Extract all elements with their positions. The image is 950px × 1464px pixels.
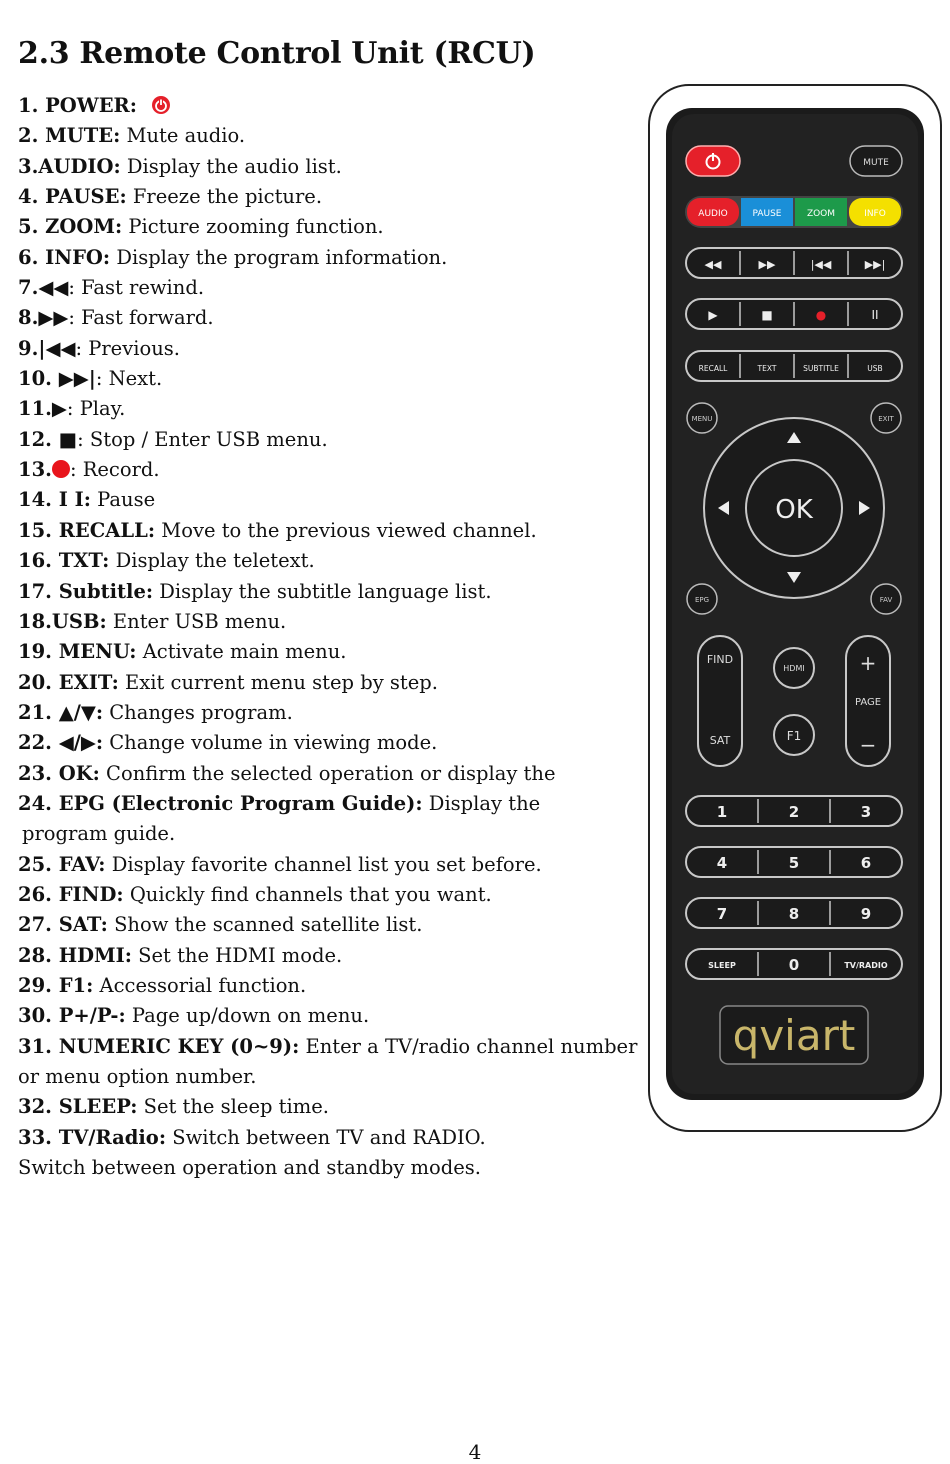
button-key-label: 17. Subtitle: xyxy=(18,579,154,603)
button-key-label: 19. MENU: xyxy=(18,640,137,664)
numpad-key-label: 1 xyxy=(716,803,728,821)
button-description: Pause xyxy=(90,488,156,512)
description-line xyxy=(18,1032,638,1062)
button-description: Changes program. xyxy=(103,700,293,724)
button-description: : Play. xyxy=(66,397,126,421)
button-description: Page up/down on menu. xyxy=(125,1004,370,1028)
sat-label: SAT xyxy=(709,734,731,747)
button-key-label: 9.|◀◀ xyxy=(18,336,76,360)
description-line xyxy=(18,516,628,546)
description-line xyxy=(18,334,628,364)
description-line xyxy=(18,971,628,1001)
hdmi-button xyxy=(774,648,814,688)
button-description: Move to the previous viewed channel. xyxy=(155,518,537,542)
button-key-label: 12. ■ xyxy=(18,427,78,451)
brand-logo xyxy=(720,1006,868,1064)
power-icon xyxy=(151,95,171,115)
description-line xyxy=(18,212,628,242)
button-description: Display the subtitle language list. xyxy=(153,579,492,603)
button-key-label: 15. RECALL: xyxy=(18,518,156,542)
button-description: : Stop / Enter USB menu. xyxy=(77,427,328,451)
button-key-label: 11.▶ xyxy=(18,397,67,421)
button-key-label: 13. xyxy=(18,458,52,482)
description-line xyxy=(18,698,628,728)
description-line xyxy=(18,121,628,151)
button-key-label: 20. EXIT: xyxy=(18,670,119,694)
numpad-key-label: SLEEP xyxy=(708,961,736,970)
button-key-label: 1. POWER: xyxy=(18,94,137,117)
fav-label: FAV xyxy=(879,596,893,604)
color-key-label: AUDIO xyxy=(698,209,728,219)
color-key-pause xyxy=(741,198,793,226)
button-key-label: 4. PAUSE: xyxy=(18,185,127,209)
button-description: Enter a TV/radio channel number xyxy=(299,1034,638,1058)
button-description: Display the program information. xyxy=(110,245,448,269)
description-line xyxy=(18,850,628,880)
description-line xyxy=(18,819,628,849)
button-description: Display favorite channel list you set before. xyxy=(105,852,542,876)
description-line xyxy=(18,546,628,576)
description-line xyxy=(18,425,628,455)
transport_row2-key-label: ■ xyxy=(761,308,773,322)
button-description: Display the teletext. xyxy=(109,549,315,573)
menu-label: MENU xyxy=(691,415,713,423)
button-description: Quickly find channels that you want. xyxy=(123,882,492,906)
numpad-row-2 xyxy=(686,847,902,877)
function_keys-key-label: TEXT xyxy=(757,364,777,373)
page-title: 2.3 Remote Control Unit (RCU) xyxy=(18,36,536,71)
color-key-row xyxy=(685,196,903,228)
numpad-key-label: 6 xyxy=(860,854,872,872)
button-description: Confirm the selected operation or display the xyxy=(99,761,556,785)
transport_row1-key-label: ▶▶ xyxy=(758,258,776,271)
button-description: Accessorial function. xyxy=(93,973,307,997)
color-key-audio xyxy=(687,198,739,226)
numpad-key-label: 2 xyxy=(788,803,800,821)
description-line xyxy=(18,455,628,485)
transport_row2-key-label: ● xyxy=(815,308,827,322)
button-description: Mute audio. xyxy=(120,124,246,148)
description-line xyxy=(18,303,628,333)
description-line xyxy=(18,910,628,940)
menu-button xyxy=(687,403,717,433)
button-key-label: 8.▶▶ xyxy=(18,306,69,330)
power-button xyxy=(686,146,740,176)
fav-button xyxy=(871,584,901,614)
hdmi-label: HDMI xyxy=(783,664,805,673)
record-dot-icon xyxy=(52,460,70,478)
description-line xyxy=(18,1153,628,1183)
remote-control-illustration xyxy=(648,84,942,1132)
page-plus-label: + xyxy=(859,651,877,675)
function-key-row xyxy=(686,351,902,381)
color-key-label: ZOOM xyxy=(806,209,836,219)
button-description: Set the sleep time. xyxy=(137,1095,329,1119)
button-description-list xyxy=(18,91,638,1183)
button-key-label: 32. SLEEP: xyxy=(18,1095,138,1119)
button-key-label: 30. P+/P-: xyxy=(18,1004,126,1028)
button-description: program guide. xyxy=(22,822,176,846)
button-key-label: 27. SAT: xyxy=(18,913,108,937)
exit-button xyxy=(871,403,901,433)
description-line xyxy=(18,273,628,303)
f1-label: F1 xyxy=(786,729,802,743)
button-key-label: 31. NUMERIC KEY (0~9): xyxy=(18,1034,300,1058)
description-line xyxy=(18,789,628,819)
transport_row1-key-label: ▶▶| xyxy=(864,258,886,271)
find-label: FIND xyxy=(706,653,734,666)
description-line xyxy=(18,759,628,789)
page-rocker xyxy=(846,636,890,766)
page-label: PAGE xyxy=(854,697,882,708)
page-number: 4 xyxy=(468,1440,482,1464)
transport_row2-key-label: ▶ xyxy=(708,308,718,322)
f1-button xyxy=(774,715,814,755)
numpad-row-4 xyxy=(686,949,902,979)
function_keys-key-label: USB xyxy=(867,364,883,373)
numpad-key-label: 4 xyxy=(716,854,728,872)
transport-row-1 xyxy=(686,248,902,278)
transport_row2-key-label: II xyxy=(871,308,879,322)
description-line xyxy=(18,607,628,637)
button-description: Enter USB menu. xyxy=(106,609,287,633)
numpad-key-label: 0 xyxy=(788,956,800,974)
function_keys-key-label: SUBTITLE xyxy=(803,364,839,373)
button-key-label: 18.USB: xyxy=(18,609,107,633)
description-line xyxy=(18,880,628,910)
button-description: : Next. xyxy=(95,367,163,391)
color-key-info xyxy=(849,198,901,226)
description-line xyxy=(18,1062,628,1092)
ok-label: OK xyxy=(775,495,813,525)
description-line xyxy=(18,152,628,182)
button-description: Display the xyxy=(422,791,541,815)
button-description: : Fast forward. xyxy=(68,306,214,330)
navigation-pad xyxy=(704,418,884,598)
description-line xyxy=(18,637,628,667)
description-line xyxy=(18,91,628,121)
button-key-label: 5. ZOOM: xyxy=(18,215,123,239)
button-description: Freeze the picture. xyxy=(126,185,323,209)
numpad-key-label: TV/RADIO xyxy=(844,961,888,970)
description-line xyxy=(18,728,628,758)
button-key-label: 33. TV/Radio: xyxy=(18,1125,167,1149)
numpad-key-label: 5 xyxy=(788,854,800,872)
epg-label: EPG xyxy=(694,596,710,604)
numpad-key-label: 3 xyxy=(860,803,872,821)
description-line xyxy=(18,182,628,212)
description-line xyxy=(18,485,628,515)
mute-button xyxy=(850,146,902,176)
page-minus-label: − xyxy=(859,733,877,757)
transport-row-2 xyxy=(686,299,902,329)
description-line xyxy=(18,1123,628,1153)
description-line xyxy=(18,577,628,607)
button-description: Picture zooming function. xyxy=(122,215,384,239)
button-key-label: 16. TXT: xyxy=(18,549,110,573)
button-description: : Record. xyxy=(69,458,160,482)
numpad-row-3 xyxy=(686,898,902,928)
button-description: or menu option number. xyxy=(18,1065,257,1088)
button-description: : Fast rewind. xyxy=(68,276,205,300)
button-description: Show the scanned satellite list. xyxy=(107,913,423,937)
color-key-label: PAUSE xyxy=(752,209,782,219)
numpad-key-label: 9 xyxy=(860,905,872,923)
button-key-label: 10. ▶▶| xyxy=(18,367,96,391)
button-key-label: 6. INFO: xyxy=(18,245,111,269)
numpad-row-1 xyxy=(686,796,902,826)
button-key-label: 21. ▲/▼: xyxy=(18,700,104,724)
brand-text: qviart xyxy=(732,1011,856,1060)
description-line xyxy=(18,941,628,971)
button-key-label: 14. I I: xyxy=(18,488,91,512)
button-description: Display the audio list. xyxy=(120,154,342,178)
button-key-label: 23. OK: xyxy=(18,761,100,785)
button-key-label: 24. EPG (Electronic Program Guide): xyxy=(18,791,423,815)
description-line xyxy=(18,1001,628,1031)
epg-button xyxy=(687,584,717,614)
button-key-label: 28. HDMI: xyxy=(18,943,132,967)
button-key-label: 2. MUTE: xyxy=(18,124,121,148)
find-sat-rocker xyxy=(698,636,742,766)
function_keys-key-label: RECALL xyxy=(698,364,728,373)
transport_row1-key-label: ◀◀ xyxy=(704,258,722,271)
numpad-key-label: 7 xyxy=(716,905,728,923)
description-line xyxy=(18,668,628,698)
description-line xyxy=(18,394,628,424)
mute-label: MUTE xyxy=(863,158,889,168)
color-key-label: INFO xyxy=(864,209,886,219)
color-key-zoom xyxy=(795,198,847,226)
button-key-label: 25. FAV: xyxy=(18,852,106,876)
button-description: Activate main menu. xyxy=(136,640,347,664)
button-description: : Previous. xyxy=(75,336,180,360)
button-key-label: 26. FIND: xyxy=(18,882,124,906)
button-key-label: 22. ◀/▶: xyxy=(18,731,104,755)
description-line xyxy=(18,243,628,273)
transport_row1-key-label: |◀◀ xyxy=(810,258,832,271)
exit-label: EXIT xyxy=(878,415,894,423)
button-description: Switch between TV and RADIO. xyxy=(166,1125,486,1149)
button-key-label: 3.AUDIO: xyxy=(18,154,121,178)
description-line xyxy=(18,1092,628,1122)
button-key-label: 29. F1: xyxy=(18,973,94,997)
button-description: Switch between operation and standby modes. xyxy=(18,1156,482,1180)
button-description: Set the HDMI mode. xyxy=(131,943,343,967)
button-key-label: 7.◀◀ xyxy=(18,276,69,300)
button-description: Change volume in viewing mode. xyxy=(103,731,438,755)
numpad-key-label: 8 xyxy=(788,905,800,923)
button-description: Exit current menu step by step. xyxy=(118,670,438,694)
description-line xyxy=(18,364,628,394)
